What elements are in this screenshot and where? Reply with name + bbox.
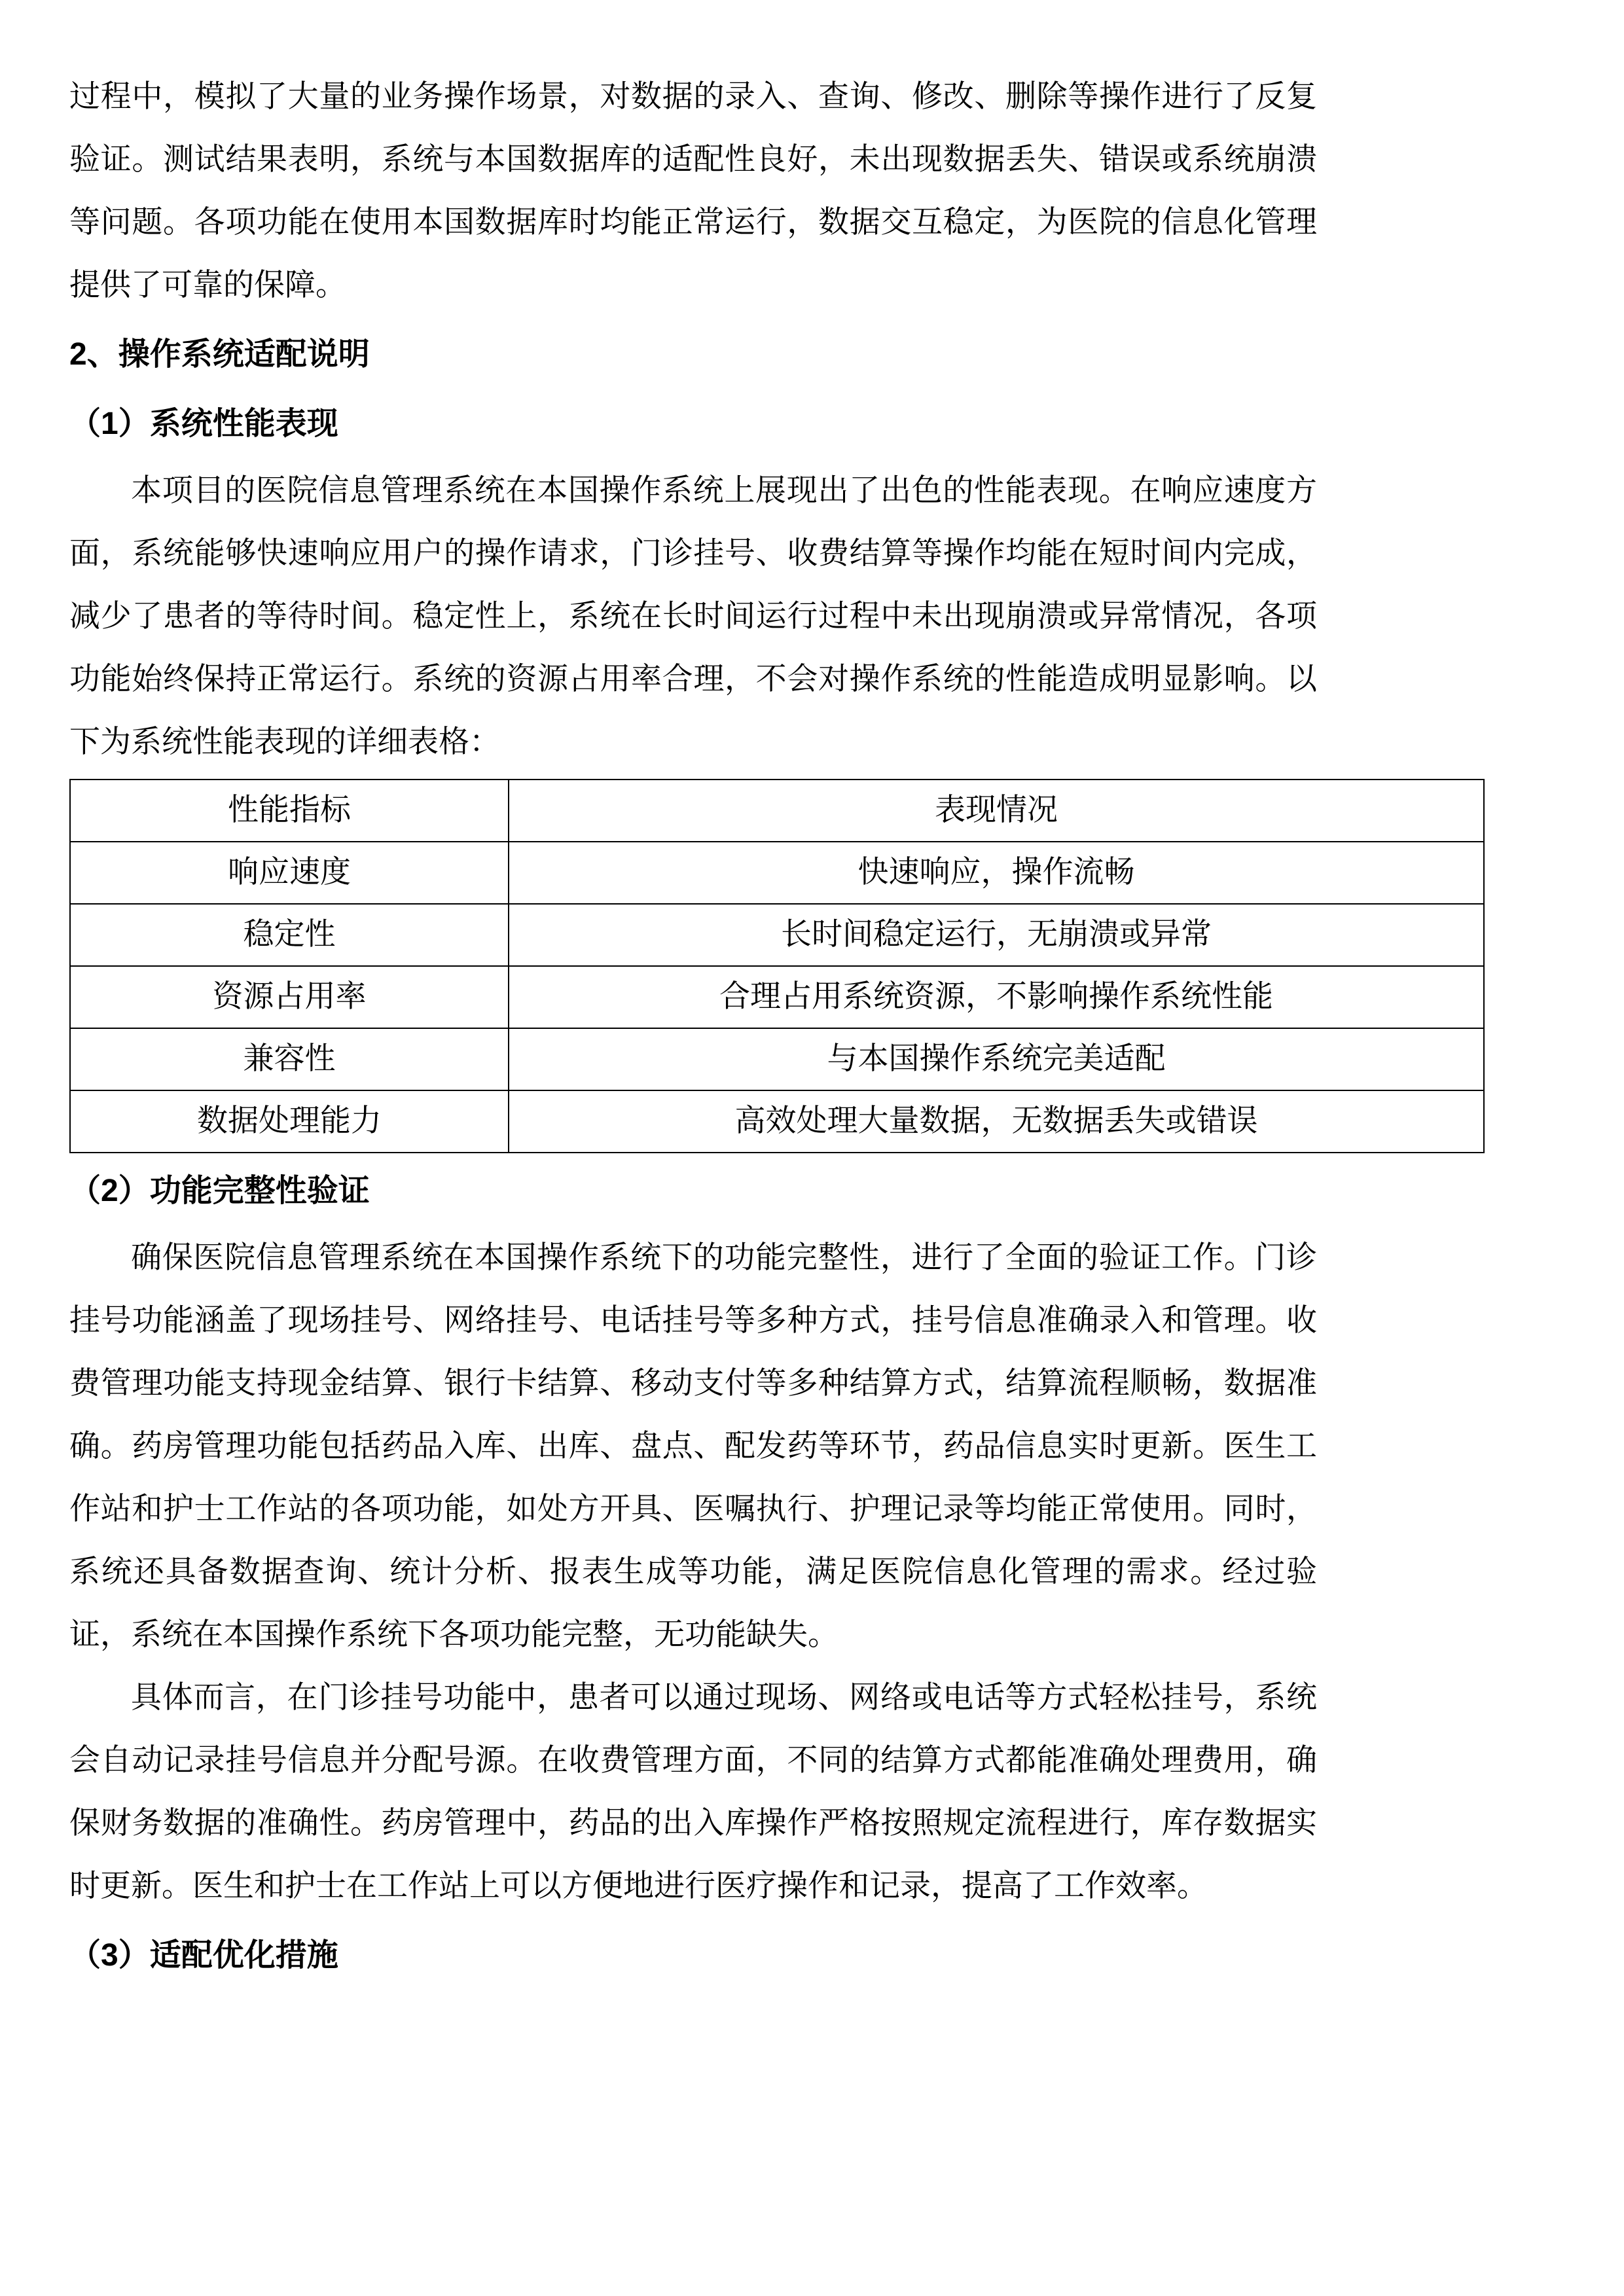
table-cell-result: 合理占用系统资源，不影响操作系统性能 [509, 966, 1484, 1028]
heading-os-adaptation: 2、操作系统适配说明 [69, 337, 370, 372]
table-header-row [70, 780, 1484, 842]
table-cell-result: 长时间稳定运行，无崩溃或异常 [509, 904, 1484, 966]
paragraph-database-validation: 过程中，模拟了大量的业务操作场景，对数据的录入、查询、修改、删除等操作进行了反复验证。测试结果表明，系统与本国数据库的适配性良好，未出现数据丢失、错误或系统崩溃等问题。各项功能在使用本国数据库时均能正常运行，数据交互稳定，为医院的信息化管理提供了可靠的保障。 [69, 80, 1317, 302]
performance-table [69, 779, 1485, 1153]
table-header-metric: 性能指标 [70, 780, 509, 842]
table-row [70, 1090, 1484, 1153]
heading-function-completeness: （2）功能完整性验证 [69, 1174, 370, 1208]
table-cell-metric: 稳定性 [70, 904, 509, 966]
table-row [70, 904, 1484, 966]
table-cell-result: 与本国操作系统完美适配 [509, 1028, 1484, 1090]
table-cell-result: 快速响应，操作流畅 [509, 842, 1484, 904]
paragraph-performance-overview: 本项目的医院信息管理系统在本国操作系统上展现出了出色的性能表现。在响应速度方面，系统能够快速响应用户的操作请求，门诊挂号、收费结算等操作均能在短时间内完成，减少了患者的等待时间。稳定性上，系统在长时间运行过程中未出现崩溃或异常情况，各项功能始终保持正常运行。系统的资源占用率合理，不会对操作系统的性能造成明显影响。以下为系统性能表现的详细表格： [69, 474, 1317, 759]
table-cell-metric: 兼容性 [70, 1028, 509, 1090]
table-cell-metric: 资源占用率 [70, 966, 509, 1028]
paragraph-function-details: 具体而言，在门诊挂号功能中，患者可以通过现场、网络或电话等方式轻松挂号，系统会自动记录挂号信息并分配号源。在收费管理方面，不同的结算方式都能准确处理费用，确保财务数据的准确性。药房管理中，药品的出入库操作严格按照规定流程进行，库存数据实时更新。医生和护士在工作站上可以方便地进行医疗操作和记录，提高了工作效率。 [69, 1681, 1317, 1903]
table-row [70, 842, 1484, 904]
heading-optimization-measures: （3）适配优化措施 [69, 1938, 338, 1973]
table-row [70, 1028, 1484, 1090]
table-cell-metric: 数据处理能力 [70, 1090, 509, 1153]
table-header-result: 表现情况 [509, 780, 1484, 842]
paragraph-function-validation: 确保医院信息管理系统在本国操作系统下的功能完整性，进行了全面的验证工作。门诊挂号功能涵盖了现场挂号、网络挂号、电话挂号等多种方式，挂号信息准确录入和管理。收费管理功能支持现金结算、银行卡结算、移动支付等多种结算方式，结算流程顺畅，数据准确。药房管理功能包括药品入库、出库、盘点、配发药等环节，药品信息实时更新。医生工作站和护士工作站的各项功能，如处方开具、医嘱执行、护理记录等均能正常使用。同时，系统还具备数据查询、统计分析、报表生成等功能，满足医院信息化管理的需求。经过验证，系统在本国操作系统下各项功能完整，无功能缺失。 [69, 1241, 1317, 1652]
table-cell-metric: 响应速度 [70, 842, 509, 904]
heading-system-performance: （1）系统性能表现 [69, 406, 338, 441]
table-row [70, 966, 1484, 1028]
table-cell-result: 高效处理大量数据，无数据丢失或错误 [509, 1090, 1484, 1153]
